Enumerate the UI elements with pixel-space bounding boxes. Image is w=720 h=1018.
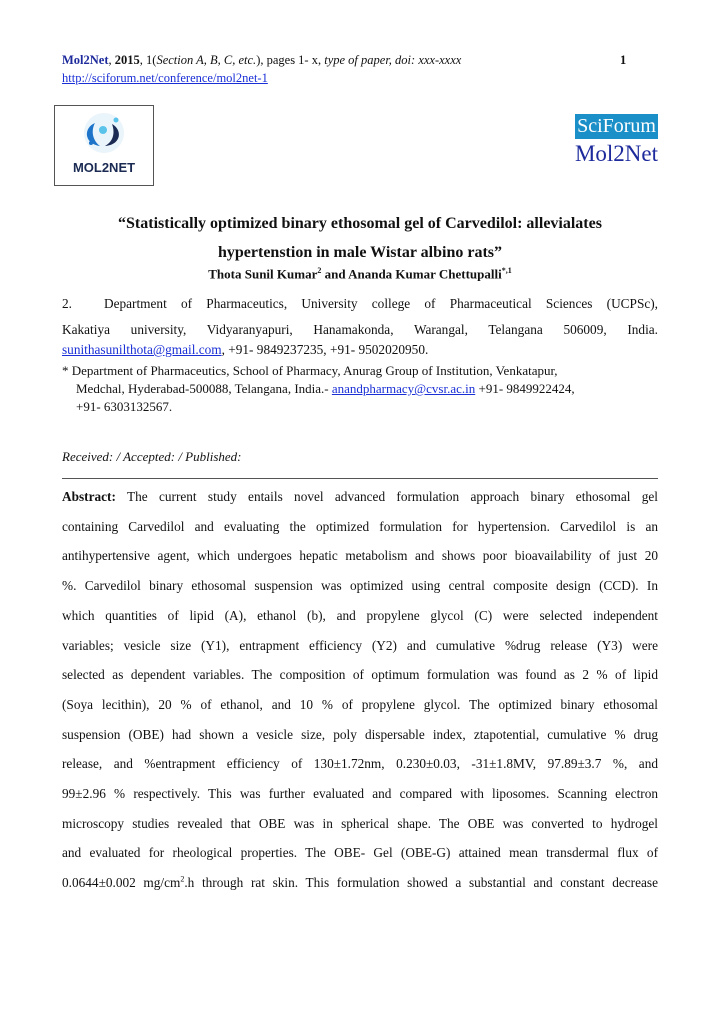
sciforum-badge: SciForum: [577, 115, 656, 137]
abstract-line: which quantities of lipid (A), ethanol (b), and propylene glycol (C) were selected independent: [62, 607, 658, 623]
running-header: Mol2Net, 2015, 1(Section A, B, C, etc.), pages 1- x, type of paper, doi: xxx-xxxx: [62, 53, 462, 67]
logo-text: MOL2NET: [72, 160, 136, 175]
abstract-line: suspension (OBE) had shown a vesicle size, poly dispersable index, ztapotential, cumulative % drug: [62, 726, 658, 742]
brand-block: [575, 114, 658, 169]
paper-type-doi: type of paper, doi: xxx-xxxx: [324, 53, 462, 67]
abstract-line: variables; vesicle size (Y1), entrapment efficiency (Y2) and cumulative %drug release (Y3) were: [62, 637, 658, 653]
abstract-line: microscopy studies revealed that OBE was in spherical shape. The OBE was converted to hydrogel: [62, 815, 658, 831]
mol2net-logo: [54, 105, 154, 186]
divider-rule: [62, 478, 658, 479]
abstract-line: [62, 868, 658, 898]
title-line-2: hypertenstion in male Wistar albino rats”: [217, 244, 503, 261]
abstract-flux-unit-sup: 2: [180, 874, 185, 884]
author-2-affiliation: *,1: [501, 266, 512, 275]
abstract-text: The current study entails novel advanced formulation approach binary ethosomal gel: [115, 489, 658, 504]
author-1-email-link[interactable]: sunithasunilthota@gmail.com: [62, 342, 222, 357]
author-2-phone-1: +91- 9849922424,: [475, 381, 575, 396]
abstract-line: selected as dependent variables. The composition of optimum formulation was found as 2 % of lipid: [62, 667, 658, 683]
sections-text: Section A, B, C, etc.: [156, 53, 257, 67]
mol2net-brand: Mol2Net: [574, 141, 658, 166]
abstract-flux-rest: .h through rat skin. This formulation showed a substantial and constant decrease: [184, 875, 658, 891]
abstract-line: antihypertensive agent, which undergoes hepatic metabolism and shows poor bioavailability of just 20: [62, 548, 658, 564]
abstract-line: release, and %entrapment efficiency of 130±1.72nm, 0.230±0.03, -31±1.8MV, 97.89±3.7 %, and: [62, 756, 658, 772]
author-and: and: [321, 266, 349, 282]
abstract-flux-value: 0.0644±0.002 mg/cm: [62, 875, 181, 891]
mol2net-logo-icon: [55, 106, 153, 185]
affiliation-1-number: 2.: [62, 296, 72, 311]
affiliation-2-address: Medchal, Hyderabad-500088, Telangana, India.-: [76, 381, 332, 396]
abstract: [62, 482, 658, 898]
journal-year: 2015: [114, 53, 140, 67]
affiliation-1-line-3: [62, 342, 658, 358]
author-list: [62, 266, 658, 282]
abstract-line: 99±2.96 % respectively. This was further evaluated and compared with liposomes. Scanning electron: [62, 786, 658, 802]
paper-title: [62, 209, 658, 267]
abstract-line: [62, 482, 658, 512]
affiliation-2-line-1: * Department of Pharmaceutics, School of Pharmacy, Anurag Group of Institution, Venkatapur,: [62, 363, 558, 378]
page-number: 1: [620, 53, 627, 67]
affiliation-2-line-2: [62, 380, 658, 398]
pages-text: ), pages 1- x,: [256, 53, 325, 67]
author-1-affiliation: 2: [317, 266, 322, 275]
volume-issue: , 1(: [139, 53, 157, 67]
abstract-line: %. Carvedilol binary ethosomal suspension was optimized using central composite design (CCD). In: [62, 578, 658, 594]
publication-dates: Received: / Accepted: / Published:: [62, 449, 242, 464]
title-line-1: “Statistically optimized binary ethosomal gel of Carvedilol: allevialates: [118, 215, 602, 232]
author-2: Ananda Kumar Chettupalli: [348, 266, 502, 282]
affiliation-2-line-3: +91- 6303132567.: [76, 399, 173, 414]
affiliation-1-line-1: [62, 291, 658, 317]
conference-url-link[interactable]: http://sciforum.net/conference/mol2net-1: [62, 71, 268, 85]
affiliation-1-line-2: Kakatiya university, Vidyaranyapuri, Hanamakonda, Warangal, Telangana 506009, India.: [62, 322, 658, 337]
abstract-line: and evaluated for rheological properties. The OBE- Gel (OBE-G) attained mean transdermal flux of: [62, 845, 658, 861]
affiliation-1-text: Department of Pharmaceutics, University college of Pharmaceutical Sciences (UCPSc),: [104, 296, 658, 311]
affiliation-2: [62, 362, 658, 416]
author-1-phones: , +91- 9849237235, +91- 9502020950.: [221, 342, 429, 357]
abstract-line: (Soya lecithin), 20 % of ethanol, and 10 % of propylene glycol. The optimized binary ethosomal: [62, 696, 658, 712]
abstract-line: containing Carvedilol and evaluating the optimized formulation for hypertension. Carvedilol is an: [62, 518, 658, 534]
journal-name: Mol2Net: [62, 53, 109, 67]
abstract-label: Abstract:: [62, 489, 116, 504]
author-2-email-link[interactable]: anandpharmacy@cvsr.ac.in: [331, 381, 476, 396]
author-1: Thota Sunil Kumar: [208, 266, 318, 282]
